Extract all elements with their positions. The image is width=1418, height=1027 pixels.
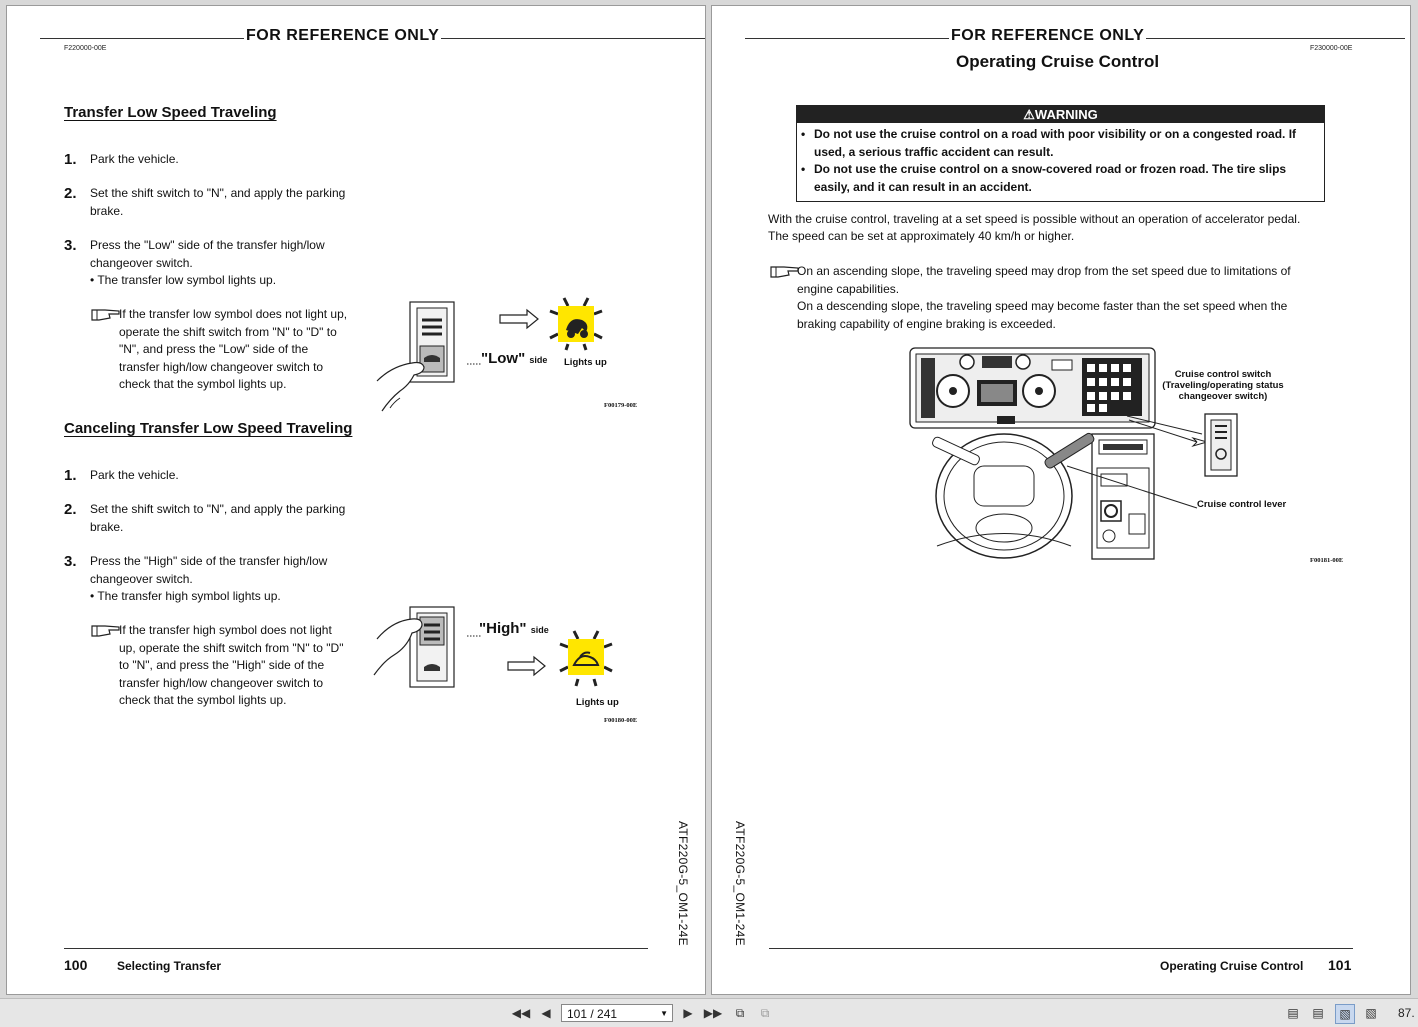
footer-rule [64,948,648,949]
step-text: Set the shift switch to "N", and apply the parking brake. [90,186,346,218]
page-number-input[interactable]: 101 / 241 ▼ [561,1004,673,1022]
footer-rule [769,948,1353,949]
chevron-down-icon[interactable]: ▼ [660,1009,668,1018]
body-paragraph: The speed can be set at approximately 40 km/h or higher. [768,229,1075,243]
zoom-level[interactable]: 87. [1398,1006,1415,1020]
figure-code: F00179-00E [604,402,638,409]
step-number: 1. [64,467,77,484]
right-page [711,5,1411,995]
last-page-icon[interactable]: ▶▶ [703,1006,723,1020]
step-text: Set the shift switch to "N", and apply the parking brake. [90,502,346,534]
section-title: Canceling Transfer Low Speed Traveling [64,420,353,437]
warning-header: ⚠WARNING [797,106,1324,123]
left-page [6,5,706,995]
step-text: Press the "Low" side of the transfer high/low changeover switch. [90,238,325,270]
first-page-icon[interactable]: ◀◀ [511,1006,531,1020]
step-number: 2. [64,185,77,202]
vertical-doc-code: ATF220G-5_OM1-24E [733,821,747,946]
note-text: If the transfer high symbol does not light up, operate the shift switch from "N" to "D" to "N", and press the "High" side of the transfer high/low changeover switch to check that the symbol lights up. [119,623,344,707]
step-number: 2. [64,501,77,518]
two-page-continuous-icon[interactable]: ▧ [1365,1006,1377,1020]
warning-item: • Do not use the cruise control on a snow-covered road or frozen road. The tire slips easily, and it can result in an accident. [801,161,1318,196]
note-text: On an ascending slope, the traveling speed may drop from the set speed due to limitations of engine capabilities. [797,264,1291,296]
step-bullet: • The transfer low symbol lights up. [90,273,277,287]
single-page-icon[interactable]: ▤ [1287,1006,1299,1020]
previous-page-icon[interactable]: ◀ [541,1006,551,1020]
note-text: On a descending slope, the traveling speed may become faster than the set speed when the braking capability of engine braking is exceeded. [797,299,1288,331]
continuous-page-icon[interactable]: ▤ [1312,1006,1324,1020]
lights-up-label: Lights up [564,357,607,368]
back-view-icon[interactable]: ⧉ [735,1005,745,1020]
pointing-hand-icon [91,624,121,638]
pointing-hand-icon [91,308,121,322]
figure-code: F00181-00E [1310,557,1344,564]
step-number: 3. [64,237,77,254]
reference-banner: FOR REFERENCE ONLY [246,27,440,44]
step-text: Park the vehicle. [90,468,179,482]
footer-title: Selecting Transfer [117,959,222,973]
section-title: Transfer Low Speed Traveling [64,104,277,121]
pointing-hand-icon [770,265,800,279]
viewer-toolbar [0,998,1418,1027]
warning-item: • Do not use the cruise control on a road with poor visibility or on a congested road. If used, a serious traffic accident can result. [801,126,1318,161]
footer-title: Operating Cruise Control [1160,959,1304,973]
body-paragraph: With the cruise control, traveling at a set speed is possible without an operation of accelerator pedal. [768,212,1301,226]
vertical-doc-code: ATF220G-5_OM1-24E [676,821,690,946]
step-number: 1. [64,151,77,168]
cruise-switch-label: Cruise control switch (Traveling/operating status changeover switch) [1162,369,1284,402]
page-number: 100 [64,957,88,973]
reference-banner: FOR REFERENCE ONLY [951,27,1145,44]
high-side-label: "High" side [479,620,549,637]
two-page-icon[interactable]: ▧ [1335,1004,1355,1024]
warning-triangle-icon: ⚠ [1023,107,1035,122]
warning-box [796,105,1325,202]
step-text: Press the "High" side of the transfer high/low changeover switch. [90,554,328,586]
page-number: 101 [1328,957,1352,973]
step-number: 3. [64,553,77,570]
doc-code: F220000-00E [64,45,107,52]
step-bullet: • The transfer high symbol lights up. [90,589,281,603]
figure-code: F00180-00E [604,717,638,724]
doc-code: F230000-00E [1310,45,1353,52]
low-side-label: "Low" side [481,350,548,367]
forward-view-icon[interactable]: ⧉ [760,1005,770,1020]
step-text: Park the vehicle. [90,152,179,166]
lights-up-label: Lights up [576,697,619,708]
cruise-lever-label: Cruise control lever [1197,499,1287,510]
page-title: Operating Cruise Control [956,52,1160,71]
note-text: If the transfer low symbol does not light up, operate the shift switch from "N" to "D" to "N", and press the "Low" side of the transfer high/low changeover switch to check that the symbol lights up. [119,307,348,391]
next-page-icon[interactable]: ▶ [683,1006,693,1020]
